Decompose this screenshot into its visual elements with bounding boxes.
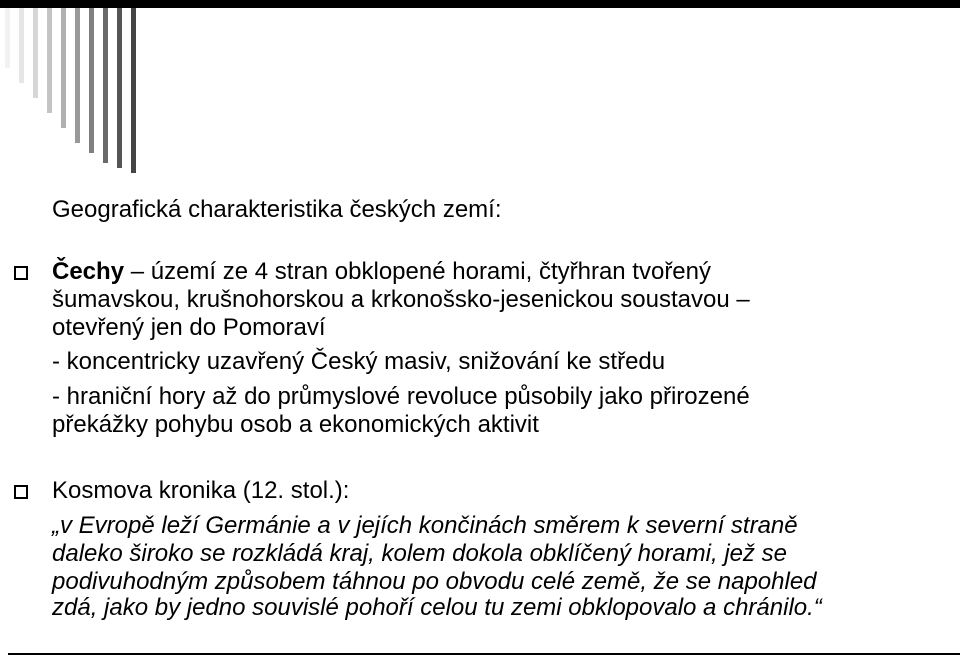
stripe bbox=[89, 8, 94, 153]
bullet1-line1 bbox=[52, 258, 711, 286]
bottom-border-line bbox=[8, 653, 960, 655]
bullet-square-icon bbox=[14, 485, 28, 499]
stripe bbox=[131, 8, 136, 173]
top-border-bar bbox=[0, 0, 960, 8]
stripe bbox=[61, 8, 66, 128]
bullet1-line1-rest: – území ze 4 stran obklopené horami, čtyřhran tvořený bbox=[124, 258, 712, 285]
quote-line-2: daleko široko se rozkládá kraj, kolem dokola obklíčený horami, jež se bbox=[52, 540, 788, 567]
bullet1-line2: šumavskou, krušnohorskou a krkonošsko-jesenickou soustavou – bbox=[52, 286, 750, 313]
stripe bbox=[19, 8, 24, 83]
bullet-square-icon bbox=[14, 266, 28, 280]
bullet1-line5: - hraniční hory až do průmyslové revoluce působily jako přirozené bbox=[52, 383, 750, 410]
bullet1-line3: otevřený jen do Pomoraví bbox=[52, 314, 326, 341]
slide-title: Geografická charakteristika českých zemí: bbox=[52, 196, 502, 223]
stripe bbox=[47, 8, 52, 113]
bullet1-line4: - koncentricky uzavřený Český masiv, snižování ke středu bbox=[52, 348, 666, 375]
quote-line-4: zdá, jako by jedno souvislé pohoří celou tu zemi obklopovalo a chránilo.“ bbox=[52, 594, 822, 621]
bullet1-line6: překážky pohybu osob a ekonomických aktivit bbox=[52, 411, 539, 438]
stripe bbox=[75, 8, 80, 143]
stripe bbox=[33, 8, 38, 98]
stripe bbox=[117, 8, 122, 168]
quote-line-1: „v Evropě leží Germánie a v jejích končinách směrem k severní straně bbox=[52, 512, 798, 539]
bullet1-term: Čechy bbox=[52, 258, 125, 285]
stripe bbox=[103, 8, 108, 163]
bullet2-line1: Kosmova kronika (12. stol.): bbox=[52, 477, 350, 504]
decorative-stripes bbox=[0, 8, 150, 178]
quote-line-3: podivuhodným způsobem táhnou po obvodu celé země, že se napohled bbox=[52, 568, 817, 595]
stripe bbox=[5, 8, 10, 68]
